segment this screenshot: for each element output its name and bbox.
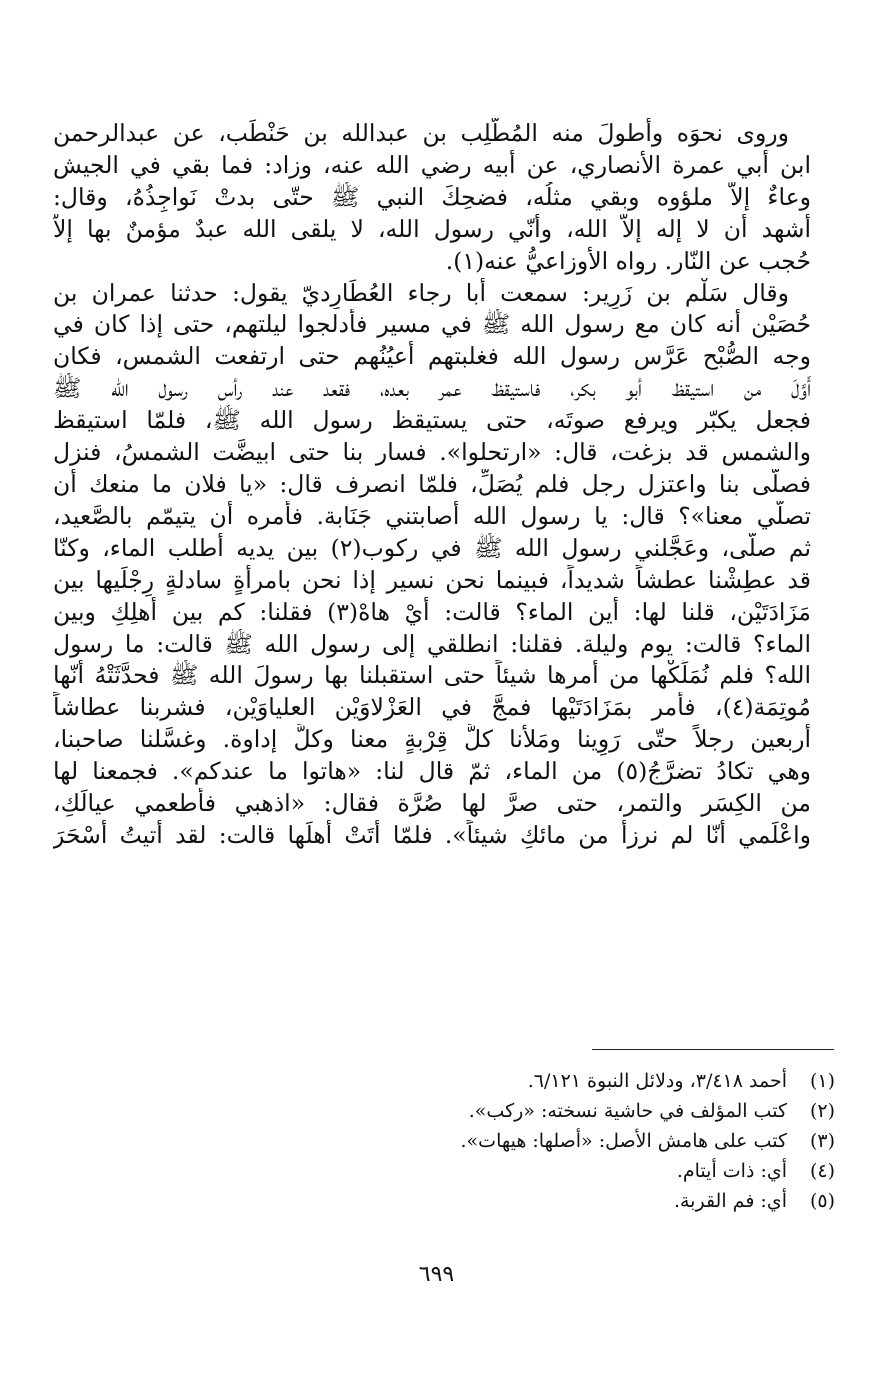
footnote-number: (٤)	[809, 1160, 835, 1182]
footnote	[135, 1066, 835, 1096]
text-line: أربعين رجلاً حتّى رَوِينا ومَلأنا كلَّ قِرْبةٍ معنا وكلَّ إداوة. وغسَّلنا صاحبنا،	[53, 725, 811, 754]
footnote-number: (١)	[809, 1070, 835, 1092]
footnote	[135, 1096, 835, 1126]
page-number: ٦٩٩	[418, 1262, 455, 1287]
text-line: مَزَادَتَيْن، قلنا لها: أين الماء؟ قالت: أيْ هاهْ(٣) فقلنا: كم بين أهلِكِ وبين	[53, 597, 811, 626]
footnote	[135, 1156, 835, 1186]
footnote-text: كتب المؤلف في حاشية نسخته: «ركب».	[468, 1100, 787, 1122]
main-text	[53, 118, 811, 852]
footnote-text: كتب على هامش الأصل: «أصلها: هيهات».	[460, 1130, 787, 1152]
text-line: من الكِسَر والتمر، حتى صرَّ لها صُرَّة فقال: «اذهبي فأطعمي عيالَكِ،	[53, 789, 811, 818]
text-line: ابن أبي عمرة الأنصاري، عن أبيه رضي الله عنه، وزاد: فما بقي في الجيش	[53, 150, 811, 179]
text-line: حُصَيْن أنه كان مع رسول الله ﷺ في مسير فأدلجوا ليلتهم، حتى إذا كان في	[53, 310, 811, 339]
footnote-text: أي: فم القربة.	[673, 1190, 787, 1212]
text-line: وجه الصُّبْح عَرَّس رسول الله فغلبتهم أعيُنُهم حتى ارتفعت الشمس، فكان	[53, 342, 811, 371]
text-line: الله؟ فلم نُمَلِّكْها من أمرها شيئاً حتى استقبلنا بها رسولَ الله ﷺ فحدَّثَتْهُ أنّها	[53, 661, 811, 690]
footnote	[135, 1186, 835, 1216]
text-line: ثم صلّى، وعَجَّلني رسول الله ﷺ في ركوب(٢) بين يديه أطلب الماء، وكنّا	[53, 533, 811, 562]
footnote-number: (٥)	[809, 1190, 835, 1212]
footnote	[135, 1126, 835, 1156]
text-line: وروى نحوَه وأطولَ منه المُطَّلِب بن عبدالله بن حَنْطَب، عن عبدالرحمن	[53, 119, 789, 147]
footnote-text: أحمد ٣/٤١٨، ودلائل النبوة ٦/١٢١.	[527, 1070, 787, 1092]
footnote-number: (٢)	[809, 1100, 835, 1122]
text-line: مُوتِمَة(٤)، فأمر بمَزَادَتَيْها فمجَّ في العَزْلاوَيْن العلياوَيْن، فشربنا عطاشاً	[53, 693, 811, 722]
text-line: وهي تكادُ تضرَّجُ(٥) من الماء، ثمّ قال لنا: «هاتوا ما عندكم». فجمعنا لها	[53, 757, 811, 786]
text-line: واعْلَمي أنّا لم نرزأ من مائكِ شيئاً». فلمّا أتَتْ أهلَها قالت: لقد أتيتُ أسْحَرَ	[53, 820, 811, 849]
footnote-number: (٣)	[809, 1130, 835, 1152]
text-line: قد عطِشْنا عطشاً شديداً، فبينما نحن نسير إذا نحن بامرأةٍ سادلةٍ رِجْلَيها بين	[53, 565, 811, 594]
text-line: والشمس قد بزغت، قال: «ارتحلوا». فسار بنا حتى ابيضَّت الشمسُ، فنزل	[53, 438, 811, 467]
text-line: وعاءٌ إلاّ ملؤوه وبقي مثلُه، فضحِكَ النبي ﷺ حتّى بدتْ نَواجِذُهُ، وقال:	[53, 182, 811, 211]
text-line: فصلّى بنا واعتزل رجل فلم يُصَلِّ، فلمّا انصرف قال: «يا فلان ما منعك أن	[53, 469, 811, 498]
text-line: تصلّي معنا»؟ قال: يا رسول الله أصابتني جَنَابة. فأمره أن يتيمّم بالصَّعيد،	[53, 501, 811, 530]
footnotes	[135, 1066, 835, 1216]
footnote-divider	[592, 1049, 834, 1050]
text-line: أَوَّلَ من استيقظ أبو بكر، فاستيقظ عمر بعده، فقعد عند رأس رسول الله ﷺ	[53, 374, 811, 403]
text-line: وقال سَلْم بن زَرِير: سمعت أبا رجاء العُطَارِديّ يقول: حدثنا عمران بن	[53, 278, 789, 307]
text-line: حُجب عن النّار. رواه الأوزاعيُّ عنه(١).	[445, 246, 811, 275]
text-line: الماء؟ قالت: يوم وليلة. فقلنا: انطلقي إلى رسول الله ﷺ قالت: ما رسول	[53, 629, 811, 658]
text-line: أشهد أن لا إله إلاّ الله، وأنّي رسول الله، لا يلقى الله عبدٌ مؤمنٌ بها إلاّ	[53, 214, 811, 243]
text-line: فجعل يكبّر ويرفع صوتَه، حتى يستيقظ رسول الله ﷺ، فلمّا استيقظ	[53, 406, 811, 435]
footnote-text: أي: ذات أيتام.	[676, 1160, 787, 1182]
